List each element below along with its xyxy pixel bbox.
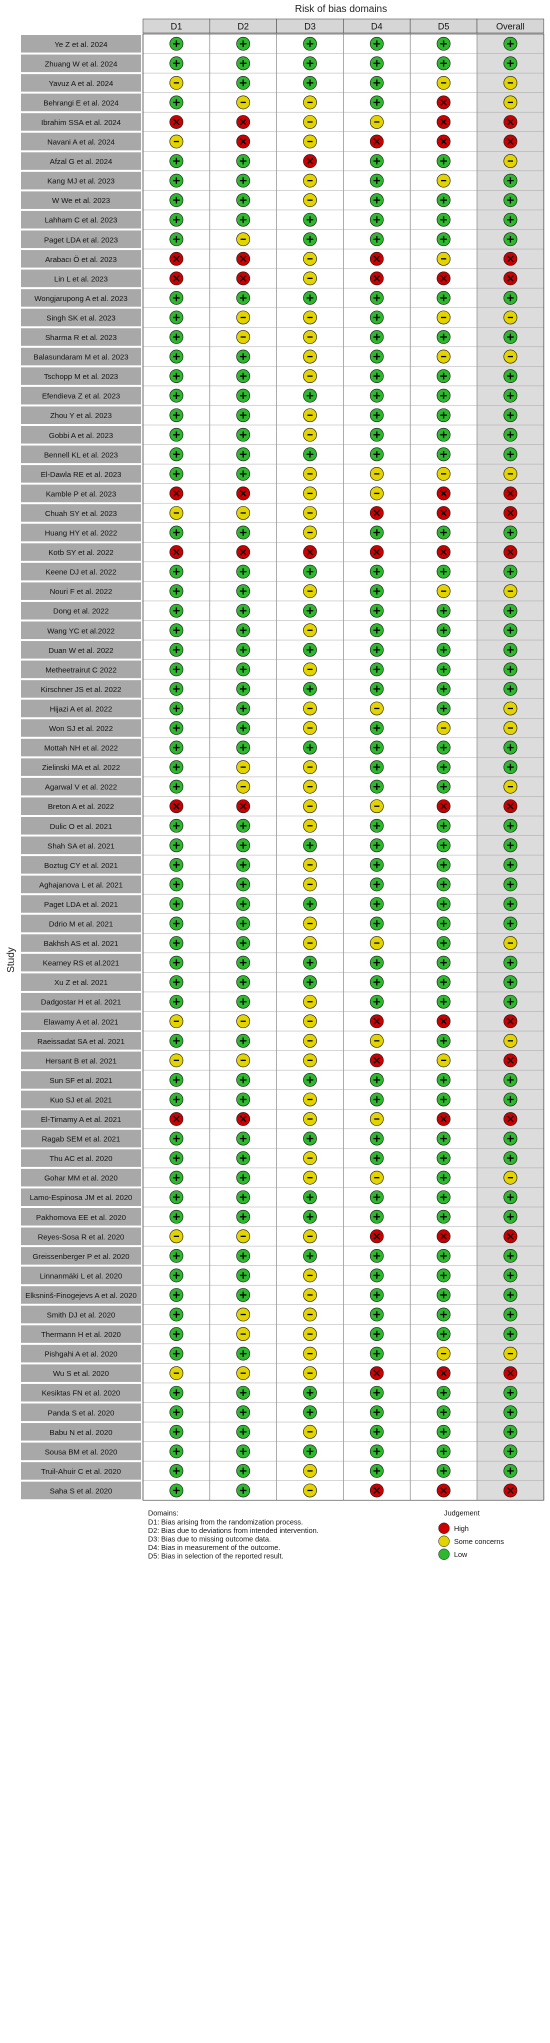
study-name: Zhou Y et al. 2023 bbox=[50, 411, 112, 421]
study-name: Bakhsh AS et al. 2021 bbox=[43, 939, 119, 949]
study-row bbox=[21, 1462, 544, 1481]
legend-dot-high bbox=[439, 1523, 450, 1534]
study-row bbox=[21, 876, 544, 895]
study-row bbox=[21, 622, 544, 641]
study-name: Kotb SY et al. 2022 bbox=[48, 548, 114, 558]
footnote-domains bbox=[148, 1508, 319, 1560]
study-row bbox=[21, 191, 544, 210]
study-name: Kearney RS et al.2021 bbox=[42, 958, 120, 968]
study-row bbox=[21, 758, 544, 777]
legend-label: Some concerns bbox=[454, 1536, 504, 1546]
study-row bbox=[21, 270, 544, 289]
column-header-label: D2 bbox=[237, 21, 249, 32]
study-name: Hersant B et al. 2021 bbox=[45, 1056, 117, 1066]
study-row bbox=[21, 563, 544, 582]
study-row bbox=[21, 172, 544, 191]
footnote-heading: Domains: bbox=[148, 1508, 179, 1518]
study-name: Ragab SEM et al. 2021 bbox=[41, 1134, 121, 1144]
study-name: Ibrahim SSA et al. 2024 bbox=[41, 117, 121, 127]
study-name: Zhuang W et al. 2024 bbox=[44, 59, 118, 69]
study-row bbox=[21, 504, 544, 523]
study-name: Agarwal V et al. 2022 bbox=[44, 782, 118, 792]
study-name: Hijazi A et al. 2022 bbox=[49, 704, 113, 714]
study-name: Kuo SJ et al. 2021 bbox=[49, 1095, 113, 1105]
study-row bbox=[21, 1364, 544, 1383]
study-name: Wongjarupong A et al. 2023 bbox=[34, 293, 128, 303]
study-name: Boztug CY et al. 2021 bbox=[44, 860, 118, 870]
study-rows bbox=[21, 34, 544, 1500]
study-name: Bennell KL et al. 2023 bbox=[43, 450, 119, 460]
study-row bbox=[21, 485, 544, 504]
study-name: Singh SK et al. 2023 bbox=[46, 313, 116, 323]
study-name: Chuah SY et al. 2023 bbox=[44, 508, 118, 518]
footnote-line: D1: Bias arising from the randomization process. bbox=[148, 1517, 303, 1527]
study-row bbox=[21, 55, 544, 74]
study-row bbox=[21, 524, 544, 543]
study-row bbox=[21, 328, 544, 347]
study-name: Pakhomova EE et al. 2020 bbox=[36, 1212, 126, 1222]
study-row bbox=[21, 1423, 544, 1442]
study-row bbox=[21, 856, 544, 875]
column-header-label: Overall bbox=[496, 21, 525, 32]
judgement-legend bbox=[439, 1508, 505, 1559]
study-row bbox=[21, 1286, 544, 1305]
study-name: Kamble P et al. 2023 bbox=[45, 489, 117, 499]
study-name: Tschopp M et al. 2023 bbox=[43, 372, 119, 382]
study-name: Greissenberger P et al. 2020 bbox=[32, 1251, 130, 1261]
column-header-label: D1 bbox=[170, 21, 183, 32]
study-name: Kirschner JS et al. 2022 bbox=[40, 684, 122, 694]
study-name: Linnanmäki L et al. 2020 bbox=[39, 1271, 123, 1281]
study-name: El-Dawla RE et al. 2023 bbox=[40, 469, 122, 479]
study-name: Keene DJ et al. 2022 bbox=[45, 567, 117, 577]
study-row bbox=[21, 797, 544, 816]
study-name: Ddrio M et al. 2021 bbox=[48, 919, 114, 929]
study-name: Yavuz A et al. 2024 bbox=[48, 78, 114, 88]
study-row bbox=[21, 1208, 544, 1227]
study-row bbox=[21, 993, 544, 1012]
study-row bbox=[21, 309, 544, 328]
study-row bbox=[21, 739, 544, 758]
study-name: Behrangi E et al. 2024 bbox=[43, 98, 119, 108]
study-name: Lahham C et al. 2023 bbox=[44, 215, 118, 225]
study-name: Zielinski MA et al. 2022 bbox=[41, 763, 121, 773]
study-row bbox=[21, 250, 544, 269]
study-row bbox=[21, 1052, 544, 1071]
study-name: Kang MJ et al. 2023 bbox=[47, 176, 115, 186]
study-row bbox=[21, 1032, 544, 1051]
study-name: Saha S et al. 2020 bbox=[49, 1486, 113, 1496]
study-name: Sun SF et al. 2021 bbox=[49, 1075, 113, 1085]
study-row bbox=[21, 661, 544, 680]
study-name: Huang HY et al. 2022 bbox=[44, 528, 118, 538]
study-name: Metheetrairut C 2022 bbox=[45, 665, 117, 675]
study-name: Truil-Ahuir C et al. 2020 bbox=[41, 1466, 121, 1476]
column-header-label: D5 bbox=[437, 21, 450, 32]
study-name: Smith DJ et al. 2020 bbox=[46, 1310, 116, 1320]
legend-dot-some bbox=[439, 1536, 450, 1547]
study-row bbox=[21, 700, 544, 719]
study-row bbox=[21, 680, 544, 699]
study-name: Won SJ et al. 2022 bbox=[48, 724, 114, 734]
study-row bbox=[21, 1149, 544, 1168]
study-row bbox=[21, 406, 544, 425]
study-name: Efendieva Z et al. 2023 bbox=[41, 391, 121, 401]
study-row bbox=[21, 289, 544, 308]
study-name: Thermann H et al. 2020 bbox=[41, 1330, 121, 1340]
study-name: Wang YC et al.2022 bbox=[47, 626, 115, 636]
study-name: Sousa BM et al. 2020 bbox=[44, 1447, 118, 1457]
study-row bbox=[21, 211, 544, 230]
study-name: Raeissadat SA et al. 2021 bbox=[37, 1036, 125, 1046]
study-name: Xu Z et al. 2021 bbox=[54, 978, 108, 988]
study-row bbox=[21, 1384, 544, 1403]
study-name: Wu S et al. 2020 bbox=[52, 1369, 110, 1379]
study-row bbox=[21, 817, 544, 836]
footnote-line: D5: Bias in selection of the reported result. bbox=[148, 1551, 284, 1561]
study-row bbox=[21, 778, 544, 797]
study-row bbox=[21, 74, 544, 93]
study-row bbox=[21, 934, 544, 953]
study-name: Reyes-Sosa R et al. 2020 bbox=[37, 1232, 125, 1242]
column-header-label: D4 bbox=[371, 21, 383, 32]
legend-title: Judgement bbox=[444, 1508, 480, 1518]
study-name: Gobbi A et al. 2023 bbox=[48, 430, 114, 440]
study-row bbox=[21, 387, 544, 406]
study-name: Babu N et al. 2020 bbox=[49, 1427, 113, 1437]
legend-label: Low bbox=[454, 1549, 468, 1559]
study-row bbox=[21, 1247, 544, 1266]
study-name: Arabacı Ö et al. 2023 bbox=[45, 254, 117, 264]
study-row bbox=[21, 719, 544, 738]
legend-dot-low bbox=[439, 1549, 450, 1560]
study-name: Paget LDA et al. 2021 bbox=[44, 899, 118, 909]
study-row bbox=[21, 152, 544, 171]
study-row bbox=[21, 1228, 544, 1247]
study-name: Gohar MM et al. 2020 bbox=[44, 1173, 118, 1183]
study-row bbox=[21, 1404, 544, 1423]
study-row bbox=[21, 954, 544, 973]
study-name: Dadgostar H et al. 2021 bbox=[40, 997, 122, 1007]
study-name: W We et al. 2023 bbox=[51, 196, 111, 206]
study-name: Shah SA et al. 2021 bbox=[47, 841, 115, 851]
study-row bbox=[21, 133, 544, 152]
study-row bbox=[21, 446, 544, 465]
study-row bbox=[21, 348, 544, 367]
study-row bbox=[21, 895, 544, 914]
study-name: Mottah NH et al. 2022 bbox=[44, 743, 118, 753]
study-row bbox=[21, 1071, 544, 1090]
study-name: Aghajanova L et al. 2021 bbox=[39, 880, 123, 890]
study-name: Thu AC et al. 2020 bbox=[49, 1154, 113, 1164]
study-row bbox=[21, 1188, 544, 1207]
study-row bbox=[21, 1091, 544, 1110]
study-name: Kesiktas FN et al. 2020 bbox=[41, 1388, 121, 1398]
study-name: Sharma R et al. 2023 bbox=[45, 333, 117, 343]
study-name: Duan W et al. 2022 bbox=[48, 645, 114, 655]
study-row bbox=[21, 1345, 544, 1364]
study-name: Balasundaram M et al. 2023 bbox=[33, 352, 129, 362]
study-row bbox=[21, 1013, 544, 1032]
study-name: Pishgahi A et al. 2020 bbox=[44, 1349, 118, 1359]
study-row bbox=[21, 641, 544, 660]
study-row bbox=[21, 973, 544, 992]
legend-label: High bbox=[454, 1523, 469, 1533]
study-row bbox=[21, 426, 544, 445]
study-name: Dong et al. 2022 bbox=[53, 606, 109, 616]
study-name: Breton A et al. 2022 bbox=[47, 802, 115, 812]
study-row bbox=[21, 367, 544, 386]
study-name: Nouri F et al. 2022 bbox=[49, 587, 113, 597]
study-name: Ye Z et al. 2024 bbox=[54, 39, 108, 49]
study-name: Lamo-Espinosa JM et al. 2020 bbox=[29, 1193, 133, 1203]
study-row bbox=[21, 602, 544, 621]
column-header-row bbox=[143, 19, 544, 33]
footnote-line: D3: Bias due to missing outcome data. bbox=[148, 1534, 272, 1544]
study-name: Dulic O et al. 2021 bbox=[49, 821, 113, 831]
study-row bbox=[21, 915, 544, 934]
study-row bbox=[21, 1130, 544, 1149]
study-row bbox=[21, 465, 544, 484]
study-row bbox=[21, 231, 544, 250]
study-row bbox=[21, 543, 544, 562]
study-name: Afzal G et al. 2024 bbox=[49, 157, 113, 167]
study-row bbox=[21, 1110, 544, 1129]
study-row bbox=[21, 1443, 544, 1462]
study-name: Paget LDA et al. 2023 bbox=[44, 235, 118, 245]
chart-title: Risk of bias domains bbox=[294, 4, 388, 15]
study-row bbox=[21, 837, 544, 856]
study-row bbox=[21, 1267, 544, 1286]
study-row bbox=[21, 1306, 544, 1325]
footnote-line: D4: Bias in measurement of the outcome. bbox=[148, 1543, 281, 1553]
y-axis-label: Study bbox=[6, 947, 17, 973]
study-row bbox=[21, 1169, 544, 1188]
study-name: Navani A et al. 2024 bbox=[47, 137, 115, 147]
study-row bbox=[21, 35, 544, 54]
study-row bbox=[21, 1482, 544, 1501]
study-name: El-Tirnamy A et al. 2021 bbox=[40, 1115, 122, 1125]
study-name: Lin L et al. 2023 bbox=[54, 274, 108, 284]
study-row bbox=[21, 582, 544, 601]
study-row bbox=[21, 113, 544, 132]
study-row bbox=[21, 1325, 544, 1344]
study-name: Panda S et al. 2020 bbox=[47, 1408, 115, 1418]
study-row bbox=[21, 94, 544, 113]
column-header-label: D3 bbox=[304, 21, 316, 32]
footnote-line: D2: Bias due to deviations from intended intervention. bbox=[148, 1525, 319, 1535]
study-name: Elksninš-Finogejevs A et al. 2020 bbox=[25, 1290, 137, 1300]
study-name: Elawamy A et al. 2021 bbox=[43, 1017, 119, 1027]
